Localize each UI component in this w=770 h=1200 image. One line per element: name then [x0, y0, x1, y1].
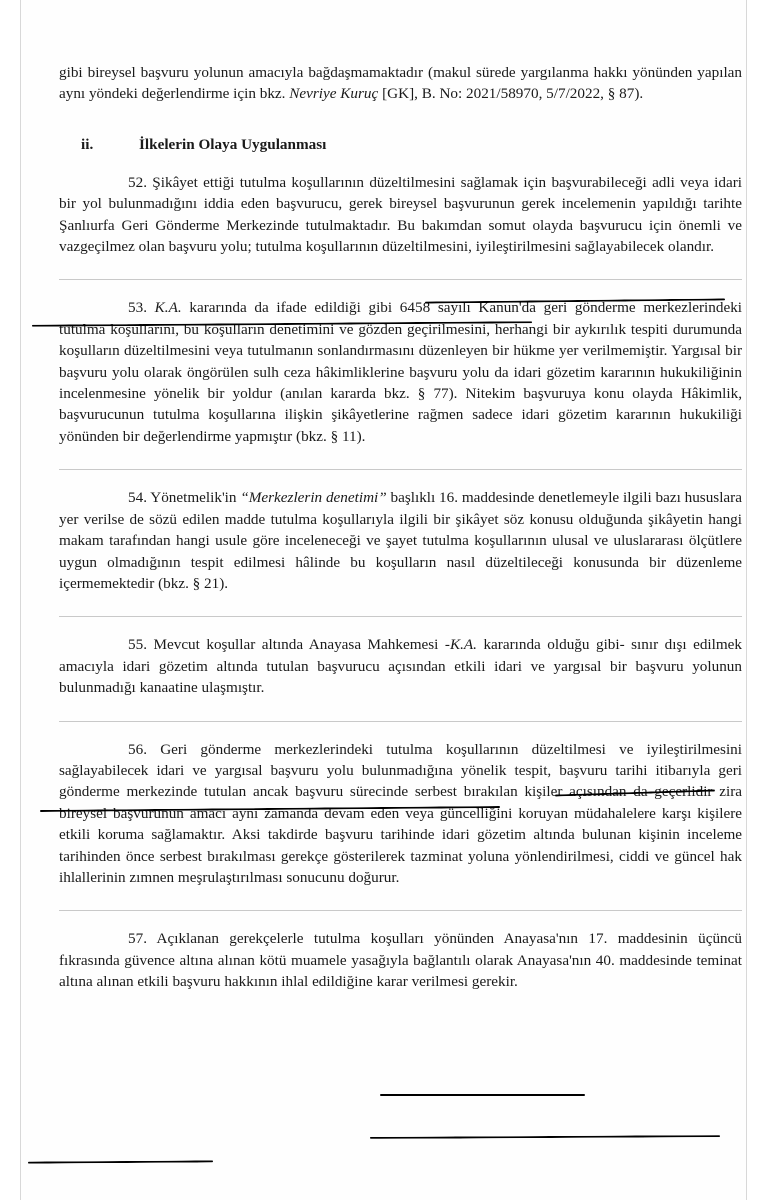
paragraph-53: 53. K.A. kararında da ifade edildiği gibi 6458 sayılı Kanun'da geri gönderme merkezlerindeki tutulma koşullarını, bu koşulların denetimini ve gözden geçirilmesini, herhangi bir aykırılık tespiti durumunda koşulların düzeltilmesini veya tutulmanın sonlandırmasını düzenleyen bir hükme yer verilmemiştir. Yargısal bir başvuru yolu olarak öngörülen sulh ceza hâkimliklerine başvuru yolu da idari gözetim kararının hukukiliğinin incelenmesine yönelik bir yoldur (anılan kararda bkz. § 77). Nitekim başvuruya konu olayda Hâkimlik, başvurucunun tutulma koşullarına ilişkin şikâyetlerine rağmen sadece idari gözetim kararının hukukiliği yönünden bir değerlendirme yapmıştır (bkz. § 11).	[59, 299, 743, 445]
document-body	[59, 62, 742, 993]
section-title: İlkelerin Olaya Uygulanması	[139, 135, 327, 153]
section-number: ii.	[81, 135, 94, 153]
case-name: Nevriye Kuruç	[289, 85, 379, 103]
intro-paragraph	[59, 62, 742, 105]
handwritten-underline	[380, 1094, 585, 1096]
paragraph-57: 57. Açıklanan gerekçelerle tutulma koşulları yönünden Anayasa'nın 17. maddesinin üçüncü fıkrasında güvence altına alınan kötü muamele yasağıyla bağlantılı olarak Anayasa'nın 40. maddesinde teminat altına alınan etkili başvuru hakkının ihlal edildiğine karar verilmesi gerekir.	[59, 930, 742, 991]
paragraph-52: 52. Şikâyet ettiği tutulma koşullarının düzeltilmesini sağlamak için başvurabileceği adli veya idari bir yol bulunmadığını iddia eden başvurucu, gerek bireysel başvurunun gerek incelemenin yapıldığı tarihte Şanlıurfa Geri Gönderme Merkezinde tutulmaktadır. Bu bakımdan somut olayda başvurucu için önemli ve vazgeçilmez olan başvuru yolu; tutulma koşullarının düzeltilmesini, iyileştirilmesini sağlayabilecek olandır.	[59, 173, 742, 256]
paragraph-54: 54. Yönetmelik'in “Merkezlerin denetimi” başlıklı 16. maddesinde denetlemeyle ilgili bazı hususlara yer verilse de sözü edilen madde tutulma koşullarıyla ilgili bir şikâyet söz konusu olduğunda şikâyetin hangi makam tarafından hangi usule göre inceleneceği ve şayet tutulma koşullarının ulusal ve uluslararası ölçütlere uygun olmadığının tespit edilmesi hâlinde bu koşulların nasıl düzeltileceği konusunda bir düzenleme içermemektedir (bkz. § 21).	[59, 489, 742, 592]
intro-citation: [GK], B. No: 2021/58970, 5/7/2022, § 87).	[378, 85, 644, 103]
document-page	[20, 0, 747, 1200]
paragraph-56: 56. Geri gönderme merkezlerindeki tutulma koşullarının düzeltilmesi ve iyileştirilmesini sağlayabilecek idari ve yargısal başvuru yolu bulunmadığına yönelik tespit, başvuru tarihi itibarıyla geri gönderme merkezinde tutulan ancak başvuru sürecinde serbest bırakılan kişiler açısından da geçerlidir zira bireysel başvurunun amacı aynı zamanda devam eden veya güncelliğini koruyan müdahalelere karşı kişilere etkili koruma sağlamaktır. Aksi takdirde başvuru tarihinde idari gözetim altında bulunan kişinin inceleme tarihinden önce serbest bırakılması gerekçe gösterilerek tazminat yoluna yönlendirilmesi, ciddi ve güncel hak ihlallerinin zımnen meşrulaştırılması sonucunu doğurur.	[59, 740, 742, 886]
paragraph-55: 55. Mevcut koşullar altında Anayasa Mahkemesi -K.A. kararında olduğu gibi- sınır dışı edilmek amacıyla idari gözetim altında tutulan başvurucu açısından etkili idari ve yargısal bir başvuru yolunun bulunmadığı kanaatine ulaşmıştır.	[59, 636, 742, 697]
intro-text: gibi bireysel başvuru yolunun amacıyla bağdaşmamaktadır (makul sürede yargılanma hakkı yönünden yapılan aynı yöndeki değerlendirme için bkz.	[59, 64, 742, 103]
section-heading	[59, 134, 742, 156]
